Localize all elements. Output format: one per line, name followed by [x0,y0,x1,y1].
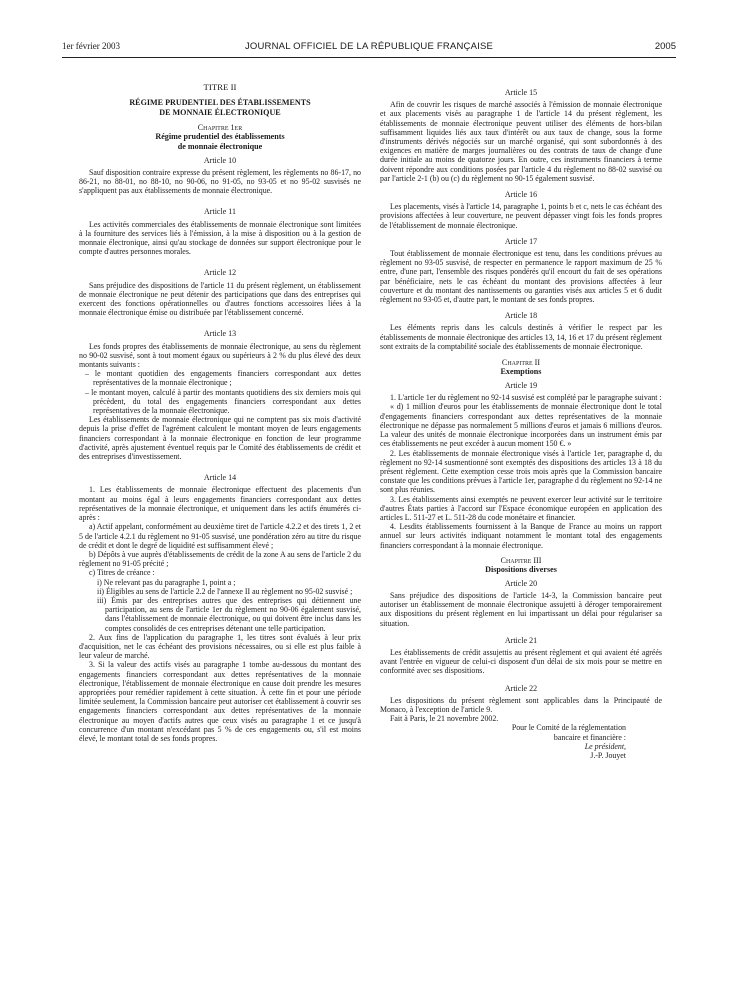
article-13-text: Les fonds propres des établissements de monnaie électronique, au sens du règlement no 90-02 susvisé, sont à tout moment égaux ou supérieurs à 2 % du plus élevé des deux montants suivants : [79,341,361,370]
article-15-text: Afin de couvrir les risques de marché associés à l'émission de monnaie électronique et aux placements visés au paragraphe 1 de l'article 14 du présent règlement, les établissements de monnaie électronique peuvent utiliser des éléments de hors-bilan suffisamment liquides liés aux taux d'intérêt ou aux taux de change, sous la forme d'instruments dérivés négociés sur un marché organisé, qui sont subordonnés à des exigences en matière de marges journalières ou des contrats de taux de change d'une durée initiale au moins de quatorze jours. En outre, ces instruments financiers à terme doivent répondre aux conditions posées par l'article 4 du règlement no 88-02 susvisé ou par l'article 2-1 (b) ou (c) du règlement no 90-15 également susvisé. [380,100,662,183]
chapitre-subtitle-line1: Régime prudentiel des établissements [155,132,285,141]
article-11-text: Les activités commerciales des établissements de monnaie électronique sont limitées à la fourniture des services liés à l'émission, à la mise à disposition ou à la gestion de monnaie électronique, ainsi qu'au stockage de données sur support électronique pour le compte d'autres personnes morales. [79,219,361,257]
header-rule [62,57,676,58]
article-19-text-5: 4. Lesdits établissements fournissent à la Banque de France au moins un rapport annuel sur leurs activités indiquant notamment le montant total des engagements financiers correspondant à la monnaie électronique. [380,522,662,550]
chapitre-2-heading: Chapitre II [501,358,541,368]
article-14-text-2: 2. Aux fins de l'application du paragraphe 1, les titres sont évalués à leur prix d'acquisition, net le cas échéant des provisions nécessaires, ou si elle est plus faible à leur valeur de marché. [79,632,361,661]
right-column [380,88,662,760]
article-22-text-2: Fait à Paris, le 21 novembre 2002. [390,714,499,724]
signature-line-2: bancaire et financière : [553,732,626,742]
regime-heading-line2: DE MONNAIE ÉLECTRONIQUE [159,108,281,117]
signature-line-1: Pour le Comité de la réglementation [511,723,626,733]
article-13-text-2: Les établissements de monnaie électronique qui ne comptent pas six mois d'activité depuis la prise d'effet de l'agrément calculent le montant moyen de leurs engagements financiers correspondant à la monnaie électronique en fonction de leur programme d'activité, après ajustement éventuel requis par le Comité des établissements de crédit et des entreprises d'investissement. [79,415,361,462]
titre-heading: TITRE II [203,82,237,92]
regime-heading-line1: RÉGIME PRUDENTIEL DES ÉTABLISSEMENTS [129,98,311,108]
article-19-text-4: 3. Les établissements ainsi exemptés ne peuvent exercer leur activité sur le territoire d'autres États parties à l'accord sur l'Espace économique européen en application des articles L. 511-27 et L. 511-28 du code monétaire et financier. [380,494,662,522]
page-header [62,41,676,53]
article-13-item-2: – le montant moyen, calculé à partir des montants quotidiens des six derniers mois qui précèdent, du total des engagements financiers correspondant aux dettes représentatives de la monnaie électronique. [85,387,361,416]
article-14-title: Article 14 [203,473,237,483]
article-15-title: Article 15 [504,88,538,97]
page-number: 2005 [654,41,676,52]
article-14-point-b: b) Dépôts à vue auprès d'établissements de crédit de la zone A au sens de l'article 2 du règlement no 91-05 précité ; [79,549,361,569]
article-21-text: Les établissements de crédit assujettis au présent règlement et qui avaient été agréés avant l'entrée en vigueur de celui-ci disposent d'un délai de six mois pour se mettre en conformité avec ses dispositions. [380,647,662,676]
chapitre-subtitle-line2: de monnaie électronique [177,141,263,151]
signature-name: J.-P. Jouyet [590,750,626,760]
article-14-point-c-ii: ii) Éligibles au sens de l'article 2.2 de l'annexe II au règlement no 95-02 susvisé ; [97,586,353,596]
article-17-text: Tout établissement de monnaie électronique est tenu, dans les conditions prévues au règlement no 93-05 susvisé, de respecter en permanence le rapport maximum de 25 % entre, d'une part, l'ensemble des risques pondérés qu'il encourt du fait de ses opérations par bénéficiaire, nets le cas échéant du montant des provisions affectées à leur couverture et du montant des nantissements ou garanties visés aux articles 5 et 6 dudit règlement no 93-05 et, d'autre part, le montant de ses fonds propres. [380,249,662,305]
article-21-title: Article 21 [504,635,538,645]
header-date: 1er février 2003 [62,41,120,51]
article-19-text-1: 1. L'article 1er du règlement no 92-14 susvisé est complété par le paragraphe suivant : [390,393,662,403]
article-19-title: Article 19 [504,381,538,391]
article-22-text-1: Les dispositions du présent règlement sont applicables dans la Principauté de Monaco, à l'exception de l'article 9. [380,695,662,714]
article-22-title: Article 22 [504,683,538,693]
article-13-title: Article 13 [203,329,237,339]
article-14-text-3: 3. Si la valeur des actifs visés au paragraphe 1 tombe au-dessous du montant des engagements financiers correspondant aux dettes représentatives de la monnaie électronique, l'établissement de monnaie électronique en cause doit prendre les mesures appropriées pour remédier rapidement à cette situation. À cette fin et pour une période limitée seulement, la Commission bancaire peut autoriser cet établissement à couvrir ses engagements financiers correspondant aux dettes représentatives de la monnaie électronique au moyen d'actifs autres que ceux visés au paragraphe 1 et ce jusqu'à concurrence d'un montant n'excédant pas 5 % de ces engagements ou, s'il est moins élevé, le montant total de ses fonds propres. [79,660,361,743]
article-14-point-a: a) Actif appelant, conformément au deuxième tiret de l'article 4.2.2 et des tirets 1, 2 et 5 de l'article 4.2.1 du règlement no 91-05 susvisé, une pondération zéro au titre du risque de crédit et dont le degré de liquidité est suffisamment élevé ; [79,522,361,550]
chapitre-heading: Chapitre 1er [197,122,243,132]
chapitre-3-heading: Chapitre III [500,555,542,565]
article-18-title: Article 18 [504,311,538,321]
article-11-title: Article 11 [204,207,236,217]
article-14-point-c-i: i) Ne relevant pas du paragraphe 1, point a ; [97,577,236,587]
article-12-text: Sans préjudice des dispositions de l'article 11 du présent règlement, un établissement de monnaie électronique ne peut détenir des participations que dans des entreprises qui exercent des fonctions opérationnelles ou d'autres fonctions accessoires liées à la monnaie électronique émise ou distribuée par l'établissement concerné. [79,280,361,318]
article-10-title: Article 10 [203,155,237,165]
article-12-title: Article 12 [203,268,237,278]
article-19-text-2: « d) 1 million d'euros pour les établissements de monnaie électronique dont le total d'engagements financiers correspondant aux dettes représentatives de la monnaie électronique ne dépasse pas normalement 5 millions d'euros et jamais 6 millions d'euros. La valeur des unités de monnaie électronique incorporées dans un instrument émis par ces établissements ne peut excéder à aucun moment 150 €. » [380,402,662,449]
article-17-title: Article 17 [504,236,538,246]
chapitre-3-subtitle: Dispositions diverses [485,564,557,574]
article-13-item-1: – le montant quotidien des engagements financiers correspondant aux dettes représentatives de la monnaie électronique ; [85,369,361,388]
article-20-text: Sans préjudice des dispositions de l'article 14-3, la Commission bancaire peut autoriser un établissement de monnaie électronique assujetti à déroger temporairement aux dispositions du présent règlement en lui impartissant un délai pour régulariser sa situation. [380,590,662,628]
article-20-title: Article 20 [504,578,538,588]
left-column [79,83,361,743]
article-16-text: Les placements, visés à l'article 14, paragraphe 1, points b et c, nets le cas échéant des provisions affectées à leur couverture, ne peuvent dépasser vingt fois les fonds propres de l'établissement de monnaie électronique. [380,202,662,230]
signature-president: Le président, [584,741,626,751]
journal-title: JOURNAL OFFICIEL DE LA RÉPUBLIQUE FRANÇAISE [244,41,494,52]
article-14-point-c-iii: iii) Émis par des entreprises autres que des entreprises qui détiennent une participation, au sens de l'article 1er du règlement no 90-06 également susvisé, dans l'établissement de monnaie électronique, ou qui doivent être inclus dans les comptes consolidés de ces entreprises détenant une telle participation. [97,595,361,633]
article-16-title: Article 16 [504,190,538,200]
chapitre-2-subtitle: Exemptions [500,367,542,377]
article-10-text: Sauf disposition contraire expresse du présent règlement, les règlements no 86-17, no 86-21, no 88-01, no 88-10, no 90-06, no 91-05, no 93-05 et no 95-02 susvisés ne s'appliquent pas aux établissements de monnaie électronique. [79,167,361,196]
article-14-text-1: 1. Les établissements de monnaie électronique effectuent des placements d'un montant au moins égal à leurs engagements financiers correspondant aux dettes représentatives de la monnaie électronique, et uniquement dans les actifs énumérés ci-après : [79,485,361,523]
article-14-point-c: c) Titres de créance : [89,568,155,578]
article-18-text: Les éléments repris dans les calculs destinés à vérifier le respect par les établissements de monnaie électronique des articles 13, 14, 16 et 17 du présent règlement sont extraits de la comptabilité sociale des établissements de monnaie électronique. [380,323,663,351]
article-19-text-3: 2. Les établissements de monnaie électronique visés à l'article 1er, paragraphe d, du règlement no 92-14 susmentionné sont exemptés des dispositions des articles 13 à 18 du présent règlement. Cette exemption cesse trois mois après que la Commission bancaire constate que les conditions prévues à l'article 1er, paragraphe d du règlement no 92-14 ne sont plus réunies. [380,448,662,495]
